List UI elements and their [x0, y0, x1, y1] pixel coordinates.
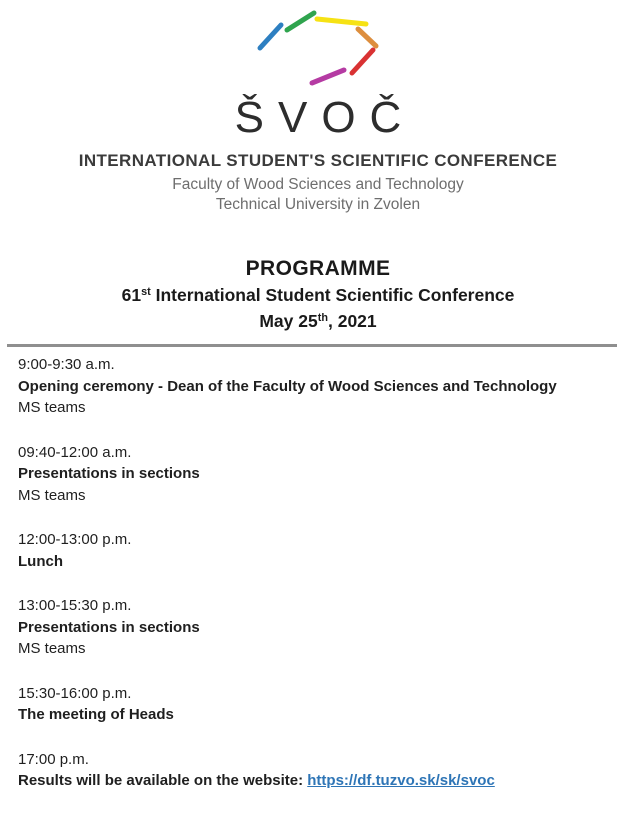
subtitle-text: International Student Scientific Conference [150, 285, 515, 305]
schedule-item [18, 683, 616, 726]
logo-magenta-stroke [312, 70, 344, 83]
schedule-location: MS teams [18, 640, 86, 657]
date-year: , 2021 [327, 311, 377, 331]
schedule-title: Lunch [18, 552, 63, 570]
conference-date [0, 308, 636, 334]
schedule-time: 9:00-9:30 a.m. [18, 356, 115, 373]
schedule-item [18, 595, 616, 660]
svoc-logo [0, 0, 636, 140]
results-link[interactable]: https://df.tuzvo.sk/sk/svoc [307, 772, 495, 789]
schedule-time: 17:00 p.m. [18, 750, 89, 768]
schedule-item [18, 529, 616, 572]
logo-red-stroke [352, 50, 373, 73]
organization-header [0, 150, 636, 215]
logo-green-stroke [287, 13, 314, 30]
schedule-location: MS teams [18, 486, 86, 504]
logo-orange-stroke [358, 29, 376, 46]
svoc-logo-text: ŠVOČ [234, 93, 416, 142]
schedule-item [18, 354, 616, 419]
logo-blue-stroke [260, 25, 281, 48]
schedule-title: Presentations in sections [18, 618, 200, 636]
date-prefix: May 25 [259, 311, 318, 331]
schedule-time: 09:40-12:00 a.m. [18, 443, 132, 461]
schedule-item [18, 442, 616, 507]
faculty-name: Faculty of Wood Sciences and Technology [172, 176, 464, 193]
subtitle-ordinal-suffix: st [141, 286, 151, 298]
results-text: Results will be available on the website: [18, 772, 308, 789]
schedule-item [18, 749, 616, 792]
title-block [0, 255, 636, 334]
schedule-results-line [18, 770, 616, 792]
programme-title: PROGRAMME [245, 257, 391, 280]
date-ordinal-suffix: th [317, 312, 328, 324]
schedule-time: 13:00-15:30 p.m. [18, 597, 132, 614]
schedule-list [18, 354, 616, 792]
subtitle-number: 61 [121, 285, 142, 305]
university-name: Technical University in Zvolen [215, 196, 421, 213]
logo-yellow-stroke [317, 19, 366, 24]
schedule-title: Opening ceremony - Dean of the Faculty of Wood Sciences and Technology [18, 377, 557, 395]
conference-name: INTERNATIONAL STUDENT'S SCIENTIFIC CONFERENCE [78, 151, 558, 170]
conference-subtitle [0, 282, 636, 308]
schedule-title: Presentations in sections [18, 465, 200, 482]
schedule-location: MS teams [18, 399, 86, 416]
schedule-title: The meeting of Heads [18, 706, 174, 723]
svoc-logo-marks-icon [255, 6, 381, 90]
horizontal-rule [7, 344, 617, 347]
schedule-time: 15:30-16:00 p.m. [18, 684, 132, 702]
schedule-time: 12:00-13:00 p.m. [18, 531, 132, 548]
